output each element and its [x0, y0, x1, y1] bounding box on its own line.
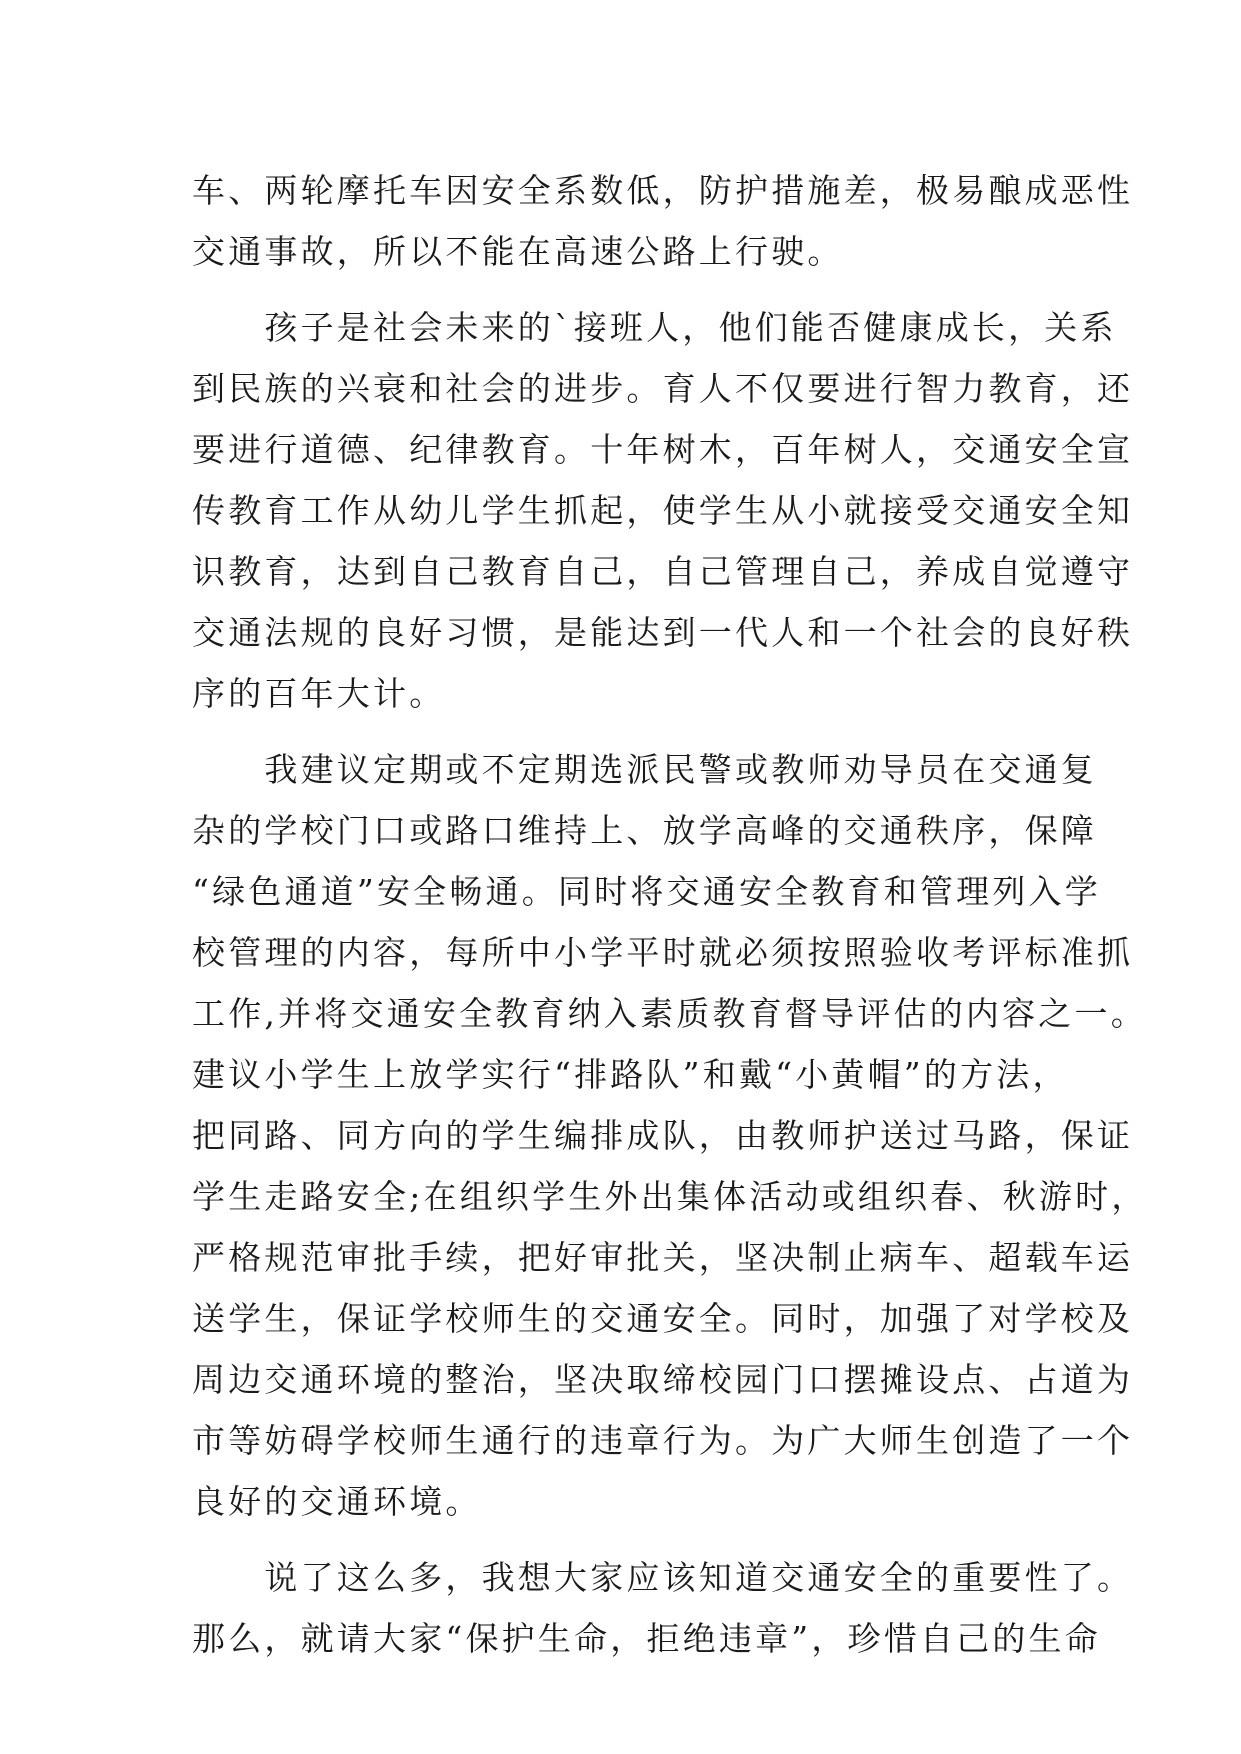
text-line: 序的百年大计。 [192, 674, 446, 713]
text-line: 学生走路安全;在组织学生外出集体活动或组织春、秋游时， [192, 1177, 1148, 1216]
text-line: 传教育工作从幼儿学生抓起，使学生从小就接受交通安全知 [192, 491, 1134, 530]
text-line: 孩子是社会未来的`接班人，他们能否健康成长，关系 [192, 308, 1117, 347]
text-line: 到民族的兴衰和社会的进步。育人不仅要进行智力教育，还 [192, 369, 1134, 408]
text-line: 车、两轮摩托车因安全系数低，防护措施差，极易酿成恶性 [192, 171, 1134, 210]
paragraph-3 [192, 739, 1148, 1532]
text-line: 建议小学生上放学实行“排路队”和戴“小黄帽”的方法， [192, 1055, 1069, 1094]
text-line: 交通事故，所以不能在高速公路上行驶。 [192, 232, 844, 271]
text-line: 严格规范审批手续，把好审批关，坚决制止病车、超载车运 [192, 1238, 1134, 1277]
text-line: 我建议定期或不定期选派民警或教师劝导员在交通复 [192, 750, 1097, 789]
text-line: “绿色通道”安全畅通。同时将交通安全教育和管理列入学 [192, 872, 1101, 911]
text-line: 识教育，达到自己教育自己，自己管理自己，养成自觉遵守 [192, 552, 1134, 591]
text-line: 工作,并将交通安全教育纳入素质教育督导评估的内容之一。 [192, 994, 1147, 1033]
text-line: 要进行道德、纪律教育。十年树木，百年树人，交通安全宣 [192, 430, 1134, 469]
text-line: 把同路、同方向的学生编排成队，由教师护送过马路，保证 [192, 1116, 1134, 1155]
paragraph-1 [192, 160, 1134, 282]
text-line: 杂的学校门口或路口维持上、放学高峰的交通秩序，保障 [192, 811, 1097, 850]
text-line: 良好的交通环境。 [192, 1482, 482, 1521]
text-line: 校管理的内容，每所中小学平时就必须按照验收考评标准抓 [192, 933, 1134, 972]
text-line: 周边交通环境的整治，坚决取缔校园门口摆摊设点、占道为 [192, 1360, 1134, 1399]
document-body [192, 160, 1148, 1669]
paragraph-2 [192, 297, 1134, 724]
text-line: 说了这么多，我想大家应该知道交通安全的重要性了。 [192, 1558, 1134, 1597]
text-line: 交通法规的良好习惯，是能达到一代人和一个社会的良好秩 [192, 613, 1134, 652]
text-line: 那么，就请大家“保护生命，拒绝违章”，珍惜自己的生命 [192, 1619, 1101, 1658]
text-line: 市等妨碍学校师生通行的违章行为。为广大师生创造了一个 [192, 1421, 1134, 1460]
paragraph-4 [192, 1547, 1134, 1669]
text-line: 送学生，保证学校师生的交通安全。同时，加强了对学校及 [192, 1299, 1134, 1338]
